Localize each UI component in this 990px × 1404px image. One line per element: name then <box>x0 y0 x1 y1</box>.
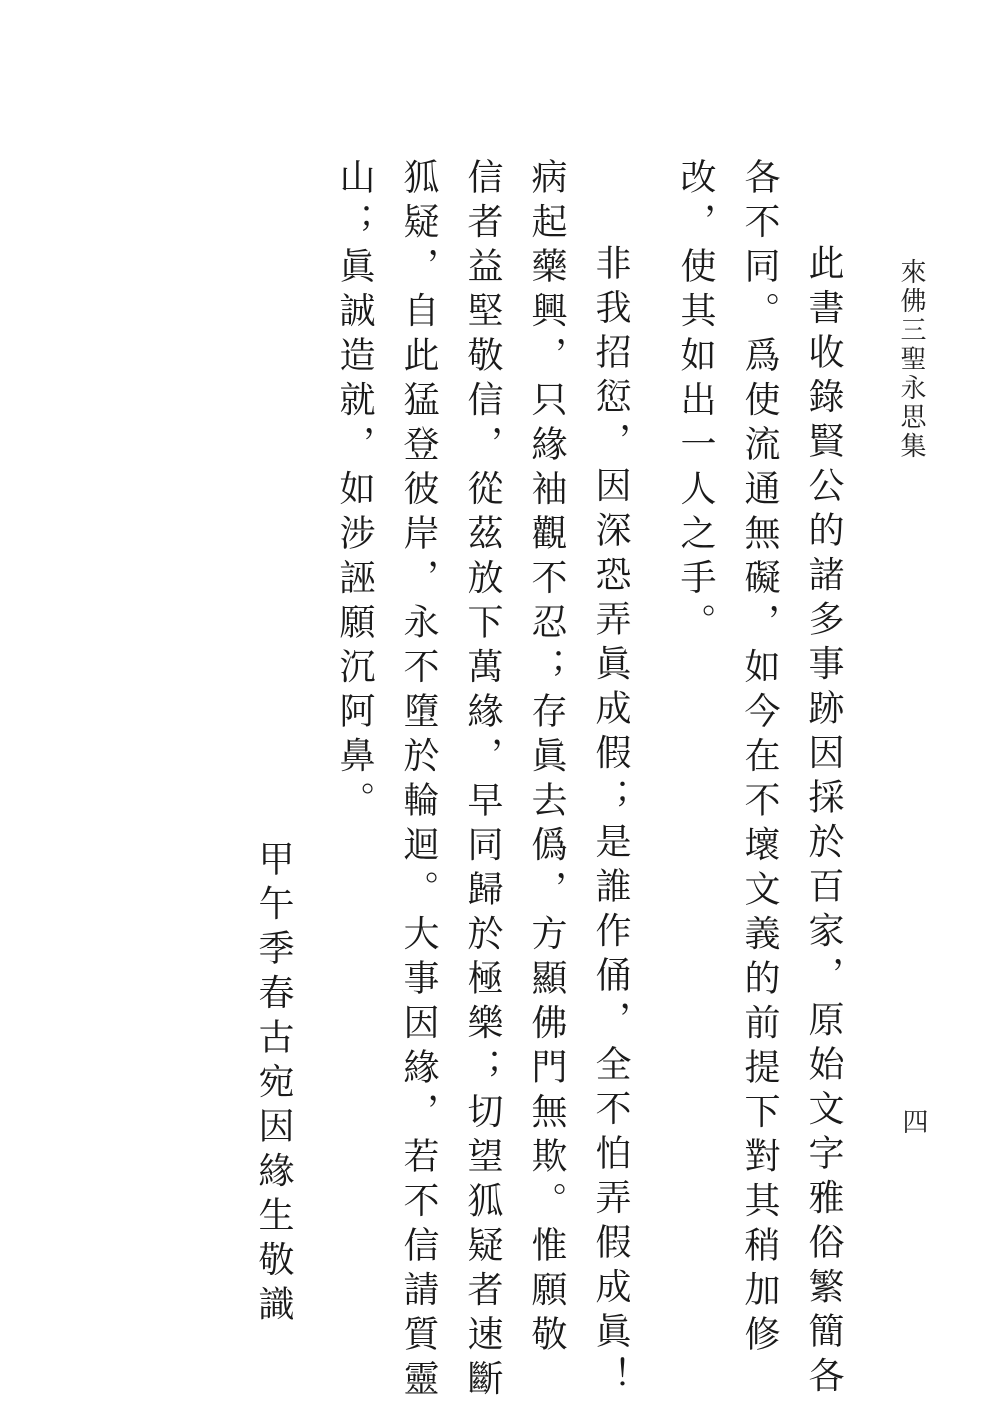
text-line-3: 改，使其如出一人之手。 <box>675 158 716 648</box>
text-line-7: 狐疑，自此猛登彼岸，永不墮於輪迴。大事因緣，若不信請質靈 <box>398 158 439 1404</box>
text-line-6: 信者益堅敬信，從茲放下萬緣，早同歸於極樂；切望狐疑者速斷 <box>462 158 503 1404</box>
page-number: 四 <box>898 1108 928 1134</box>
text-line-4: 非我招愆，因深恐弄眞成假；是誰作俑，全不怕弄假成眞！ <box>590 244 631 1401</box>
running-head-title: 來佛三聖永思集 <box>896 258 926 461</box>
text-line-8: 山；眞誠造就，如涉誣願沉阿鼻。 <box>334 158 375 826</box>
text-line-5: 病起藥興，只緣袖觀不忍；存眞去僞，方顯佛門無欺。惟願敬 <box>526 158 567 1360</box>
text-line-2: 各不同。爲使流通無礙，如今在不壞文義的前提下對其稍加修 <box>739 158 780 1360</box>
text-line-1: 此書收錄賢公的諸多事跡因採於百家，原始文字雅俗繁簡各 <box>803 244 844 1401</box>
signature: 甲午季春古宛因緣生敬識 <box>253 840 294 1330</box>
